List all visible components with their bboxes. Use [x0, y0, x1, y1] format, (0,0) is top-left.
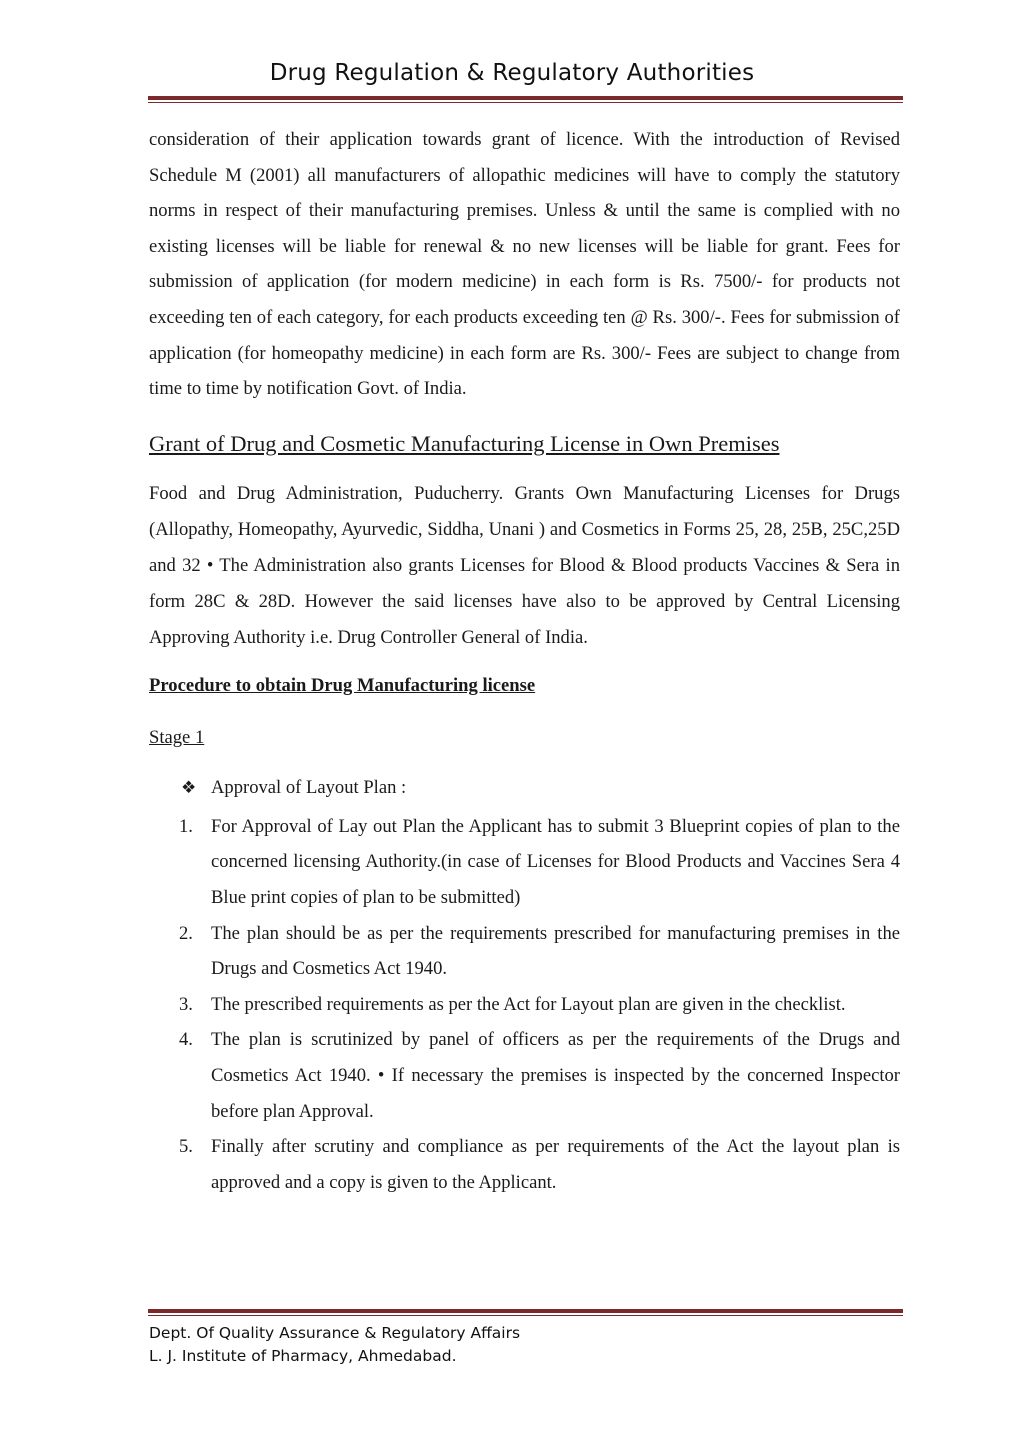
diamond-bullet-icon: ❖ — [181, 777, 197, 797]
list-item-text: The plan should be as per the requirements prescribed for manufacturing premises in the Drugs and Cosmetics Act 1940. — [211, 922, 900, 980]
stage-label: Stage 1 — [149, 726, 205, 748]
list-item-text: For Approval of Lay out Plan the Applicant has to submit 3 Blueprint copies of plan to the concerned licensing Authority.(in case of Licenses for Blood Products and Vaccines Sera 4 Blue print copies of plan to be submitted) — [211, 815, 900, 908]
footer-divider — [148, 1309, 903, 1316]
footer-divider-thick — [148, 1309, 903, 1313]
section-paragraph: Food and Drug Administration, Puducherry. Grants Own Manufacturing Licenses for Drugs (Allopathy, Homeopathy, Ayurvedic, Siddha, Unani ) and Cosmetics in Forms 25, 28, 25B, 25C,25D and 32 • The Administration also grants Licenses for Blood & Blood products Vaccines & Sera in form 28C & 28D. However the said licenses have also to be approved by Central Licensing Approving Authority i.e. Drug Controller General of India. — [149, 482, 900, 648]
procedure-heading: Procedure to obtain Drug Manufacturing license — [149, 674, 536, 696]
list-item — [149, 987, 900, 1023]
steps-list — [149, 809, 900, 1201]
list-item — [149, 916, 900, 987]
section-heading: Grant of Drug and Cosmetic Manufacturing License in Own Premises — [149, 430, 780, 456]
header-divider — [148, 96, 903, 103]
list-item — [149, 1022, 900, 1129]
list-item-number: 2. — [179, 922, 193, 944]
list-item-text: Finally after scrutiny and compliance as per requirements of the Act the layout plan is approved and a copy is given to the Applicant. — [211, 1136, 900, 1193]
footer-institute: L. J. Institute of Pharmacy, Ahmedabad. — [149, 1347, 457, 1365]
list-item-text: The prescribed requirements as per the Act for Layout plan are given in the checklist. — [211, 993, 846, 1015]
footer-department: Dept. Of Quality Assurance & Regulatory Affairs — [149, 1324, 521, 1342]
header-divider-thick — [148, 96, 903, 100]
page-content — [149, 122, 900, 1200]
bullet-item — [149, 773, 900, 803]
page-header-title: Drug Regulation & Regulatory Authorities — [269, 60, 755, 86]
list-item-text: The plan is scrutinized by panel of officers as per the requirements of the Drugs and Cosmetics Act 1940. • If necessary the premises is inspected by the concerned Inspector before plan Approval. — [211, 1029, 900, 1122]
list-item-number: 4. — [179, 1029, 193, 1051]
intro-paragraph: consideration of their application towards grant of licence. With the introduction of Revised Schedule M (2001) all manufacturers of allopathic medicines will have to comply the statutory norms in respect of their manufacturing premises. Unless & until the same is complied with no existing licenses will be liable for renewal & no new licenses will be liable for grant. Fees for submission of application (for modern medicine) in each form is Rs. 7500/- for products not exceeding ten of each category, for each products exceeding ten @ Rs. 300/-. Fees for submission of application (for homeopathy medicine) in each form are Rs. 300/- Fees are subject to change from time to time by notification Govt. of India. — [149, 129, 900, 400]
header-divider-thin — [148, 102, 903, 103]
list-item-number: 1. — [179, 815, 193, 837]
page-footer — [149, 1322, 520, 1368]
footer-divider-thin — [148, 1315, 903, 1316]
list-item-number: 3. — [179, 993, 193, 1015]
list-item — [149, 1129, 900, 1200]
bullet-text: Approval of Layout Plan : — [211, 776, 407, 798]
list-item-number: 5. — [179, 1136, 193, 1158]
list-item — [149, 809, 900, 916]
